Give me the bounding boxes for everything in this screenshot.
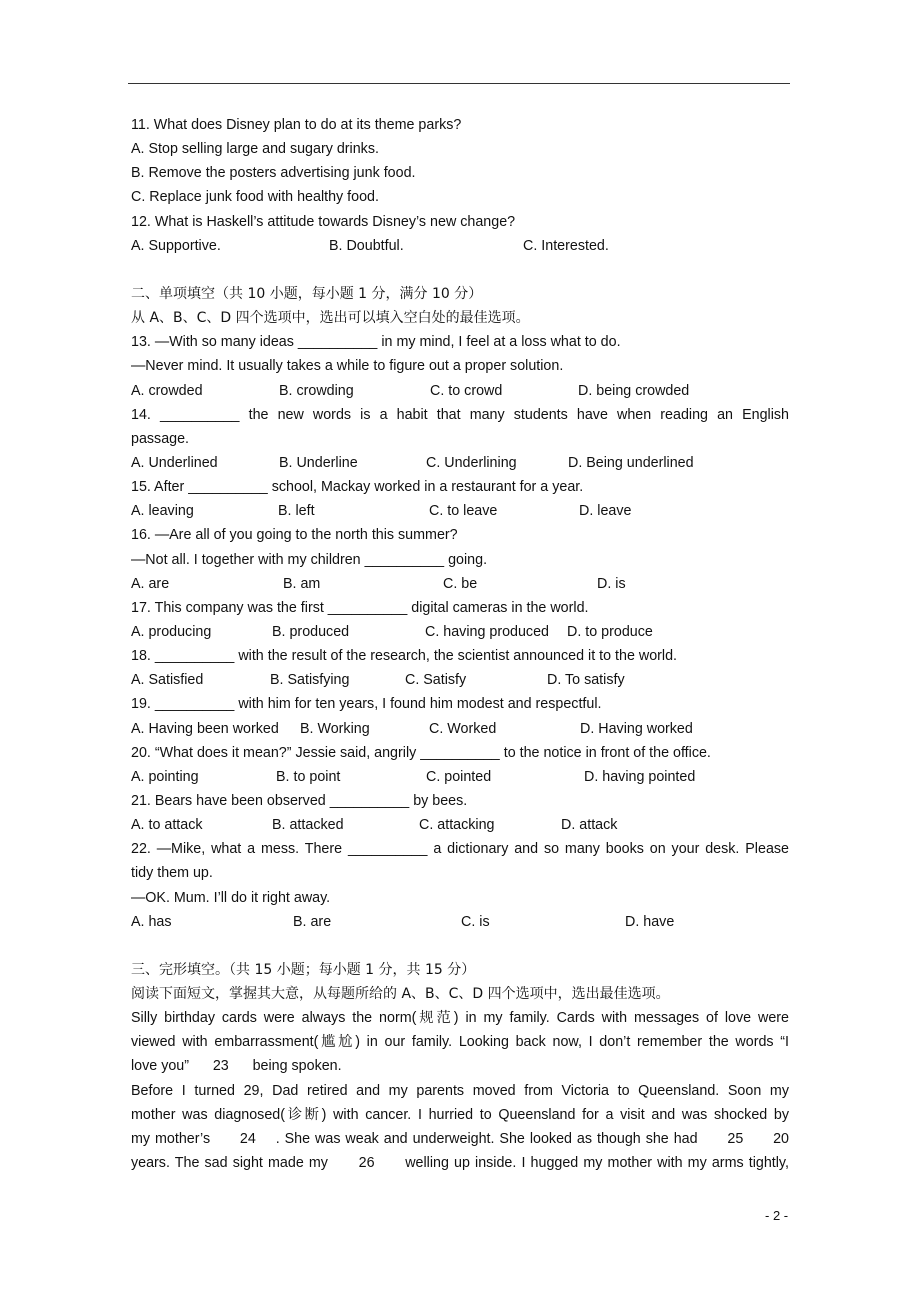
question-12-option-b: B. Doubtful. — [329, 237, 404, 254]
option-c: C. pointed — [426, 768, 492, 785]
question-21-options — [131, 813, 789, 837]
passage-line-4: Before I turned 29, Dad retired and my parents moved from Victoria to Queensland. Soon my — [131, 1082, 789, 1099]
question-16-line-1: 16. —Are all of you going to the north this summer? — [131, 527, 458, 544]
option-b: B. Satisfying — [270, 672, 350, 689]
passage-line-3: love you” 23 being spoken. — [131, 1058, 342, 1075]
option-d: D. To satisfy — [547, 672, 625, 689]
question-14-options — [131, 451, 789, 475]
question-19-options — [131, 717, 789, 741]
option-a: A. Underlined — [131, 454, 218, 471]
question-20-options — [131, 765, 789, 789]
question-12-option-a: A. Supportive. — [131, 237, 221, 254]
question-11-option-b: B. Remove the posters advertising junk food. — [131, 165, 416, 182]
option-a: A. producing — [131, 623, 212, 640]
question-11-option-a: A. Stop selling large and sugary drinks. — [131, 141, 379, 158]
section-3-instruction: 阅读下面短文，掌握其大意，从每题所给的 A、B、C、D 四个选项中，选出最佳选项。 — [131, 986, 670, 1003]
page-number: - 2 - — [765, 1208, 789, 1223]
question-18-options — [131, 668, 789, 692]
document-body — [131, 113, 789, 1175]
question-11-stem: 11. What does Disney plan to do at its theme parks? — [131, 117, 462, 133]
option-d: D. being crowded — [578, 382, 690, 399]
question-12-stem: 12. What is Haskell’s attitude towards Disney’s new change? — [131, 213, 516, 230]
header-rule — [128, 83, 790, 84]
option-d: D. Having worked — [580, 720, 693, 737]
question-13-line-1: 13. —With so many ideas __________ in my mind, I feel at a loss what to do. — [131, 334, 621, 351]
question-11-option-c: C. Replace junk food with healthy food. — [131, 189, 379, 206]
passage-line-5: mother was diagnosed(诊断) with cancer. I hurried to Queensland for a visit and was shocked by — [131, 1106, 789, 1123]
option-c: C. attacking — [419, 817, 495, 834]
option-a: A. leaving — [131, 503, 194, 520]
section-3-heading: 三、完形填空。（共 15 小题；每小题 1 分，共 15 分） — [131, 961, 476, 978]
passage-line-1: Silly birthday cards were always the norm(规范) in my family. Cards with messages of love were — [131, 1010, 789, 1027]
question-17-line-1: 17. This company was the first __________ digital cameras in the world. — [131, 599, 589, 616]
option-a: A. to attack — [131, 817, 203, 834]
option-b: B. to point — [276, 768, 341, 785]
question-18-line-1: 18. __________ with the result of the research, the scientist announced it to the world. — [131, 648, 678, 665]
question-13-line-2: —Never mind. It usually takes a while to figure out a proper solution. — [131, 358, 564, 375]
option-a: A. has — [131, 913, 172, 930]
passage-line-7: years. The sad sight made my 26 welling up inside. I hugged my mother with my arms tightly, — [131, 1155, 789, 1172]
option-d: D. leave — [579, 503, 632, 520]
option-d: D. is — [597, 575, 626, 592]
question-22-line-1: 22. —Mike, what a mess. There __________ a dictionary and so many books on your desk. Please — [131, 841, 789, 858]
option-c: C. to crowd — [430, 382, 503, 399]
option-b: B. produced — [272, 623, 350, 640]
question-22-options — [131, 910, 789, 934]
option-a: A. crowded — [131, 382, 203, 399]
option-a: A. pointing — [131, 768, 199, 785]
question-22-line-3: —OK. Mum. I’ll do it right away. — [131, 889, 331, 906]
question-19-line-1: 19. __________ with him for ten years, I found him modest and respectful. — [131, 696, 602, 713]
option-c: C. Satisfy — [405, 672, 467, 689]
question-17-options — [131, 620, 789, 644]
option-a: A. are — [131, 575, 170, 592]
option-a: A. Having been worked — [131, 720, 279, 737]
option-c: C. Worked — [429, 720, 497, 737]
option-c: C. is — [461, 913, 490, 930]
option-c: C. to leave — [429, 503, 498, 520]
option-c: C. be — [443, 575, 478, 592]
passage-line-6: my mother’s 24 . She was weak and underweight. She looked as though she had 25 20 — [131, 1130, 789, 1147]
option-b: B. left — [278, 503, 315, 520]
option-b: B. attacked — [272, 817, 344, 834]
question-15-options — [131, 499, 789, 523]
option-a: A. Satisfied — [131, 672, 204, 689]
section-2-instruction: 从 A、B、C、D 四个选项中，选出可以填入空白处的最佳选项。 — [131, 310, 530, 327]
question-20-line-1: 20. “What does it mean?” Jessie said, angrily __________ to the notice in front of the office. — [131, 744, 711, 761]
question-22-line-2: tidy them up. — [131, 865, 213, 882]
question-16-line-2: —Not all. I together with my children __________ going. — [131, 551, 488, 568]
question-14-line-1: 14. __________ the new words is a habit that many students have when reading an English — [131, 406, 789, 423]
question-13-options — [131, 379, 789, 403]
section-2-heading: 二、单项填空（共 10 小题，每小题 1 分，满分 10 分） — [131, 285, 483, 302]
option-d: D. have — [625, 913, 675, 930]
option-d: D. attack — [561, 817, 618, 834]
option-d: D. having pointed — [584, 768, 696, 785]
question-16-options — [131, 572, 789, 596]
option-d: D. to produce — [567, 623, 653, 640]
option-b: B. Underline — [279, 454, 358, 471]
option-d: D. Being underlined — [568, 454, 694, 471]
question-15-line-1: 15. After __________ school, Mackay worked in a restaurant for a year. — [131, 479, 584, 496]
option-c: C. having produced — [425, 623, 549, 640]
option-b: B. am — [283, 575, 321, 592]
option-c: C. Underlining — [426, 454, 517, 471]
question-12-option-c: C. Interested. — [523, 237, 609, 254]
option-b: B. crowding — [279, 382, 354, 399]
question-12-options — [131, 234, 789, 258]
option-b: B. Working — [300, 720, 370, 737]
question-14-line-2: passage. — [131, 430, 190, 447]
option-b: B. are — [293, 913, 332, 930]
question-21-line-1: 21. Bears have been observed __________ by bees. — [131, 792, 468, 809]
passage-line-2: viewed with embarrassment(尴尬) in our family. Looking back now, I don’t remember the words “I — [131, 1034, 789, 1051]
